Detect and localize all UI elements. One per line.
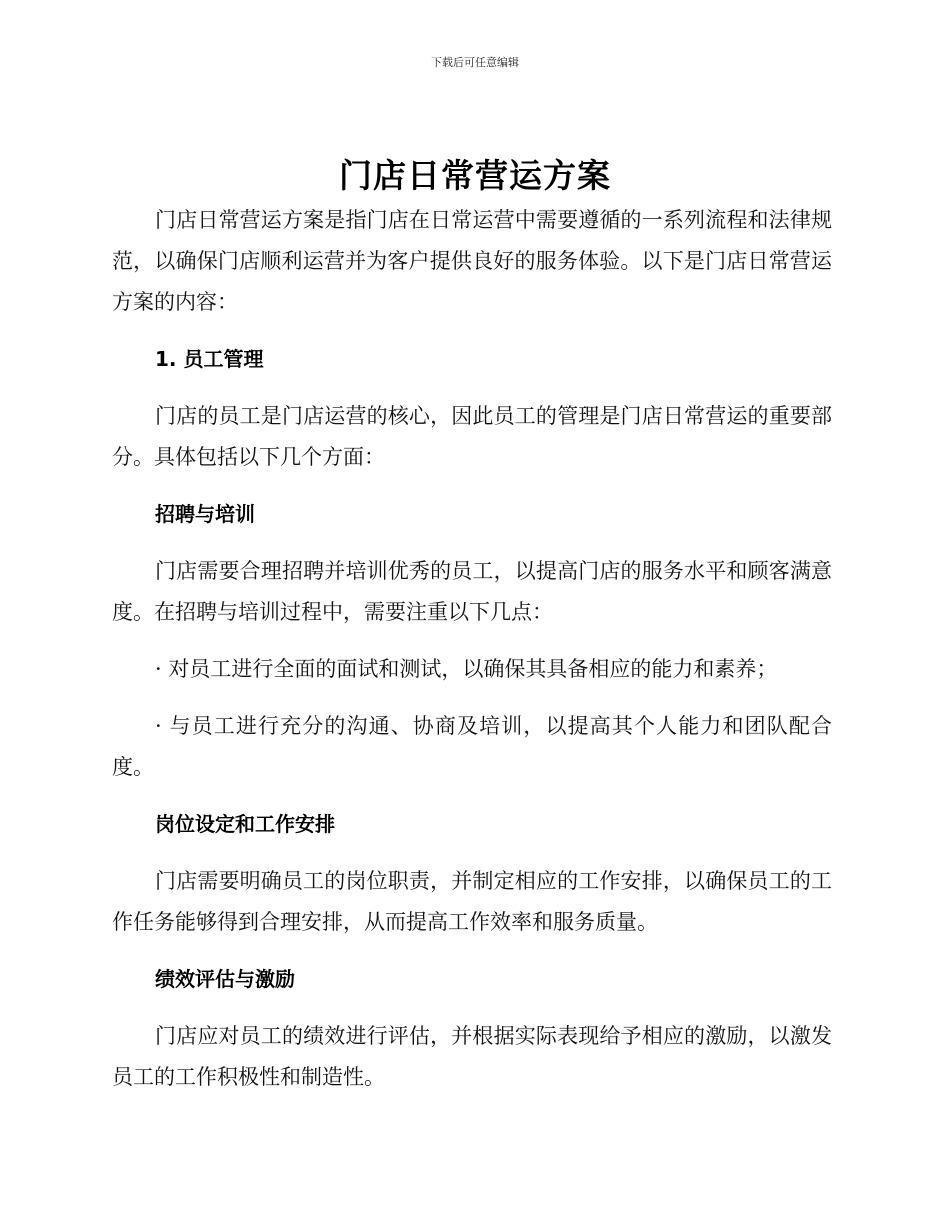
staff-management-paragraph: 门店的员工是门店运营的核心，因此员工的管理是门店日常营运的重要部分。具体包括以下几个方面： <box>112 404 832 469</box>
position-paragraph: 门店需要明确员工的岗位职责，并制定相应的工作安排，以确保员工的工作任务能够得到合理安排，从而提高工作效率和服务质量。 <box>112 869 832 934</box>
document-body <box>112 200 832 1114</box>
intro-paragraph: 门店日常营运方案是指门店在日常运营中需要遵循的一系列流程和法律规范，以确保门店顺利运营并为客户提供良好的服务体验。以下是门店日常营运方案的内容： <box>112 208 832 314</box>
performance-paragraph: 门店应对员工的绩效进行评估，并根据实际表现给予相应的激励，以激发员工的工作积极性和制造性。 <box>112 1024 832 1089</box>
section-heading-staff-management: 1. 员工管理 <box>155 347 264 371</box>
bullet-item-communication: · 与员工进行充分的沟通、协商及培训，以提高其个人能力和团队配合度。 <box>112 714 832 779</box>
recruitment-paragraph: 门店需要合理招聘并培训优秀的员工，以提高门店的服务水平和顾客满意度。在招聘与培训过程中，需要注重以下几点： <box>112 559 832 624</box>
page-title: 门店日常营运方案 <box>339 156 611 195</box>
subheading-position-assignment: 岗位设定和工作安排 <box>155 812 335 836</box>
subheading-recruitment-training: 招聘与培训 <box>155 502 255 526</box>
subheading-performance-incentive: 绩效评估与激励 <box>155 967 295 991</box>
bullet-item-interview: · 对员工进行全面的面试和测试，以确保其具备相应的能力和素养； <box>155 657 778 681</box>
header-note: 下载后可任意编辑 <box>431 56 519 69</box>
